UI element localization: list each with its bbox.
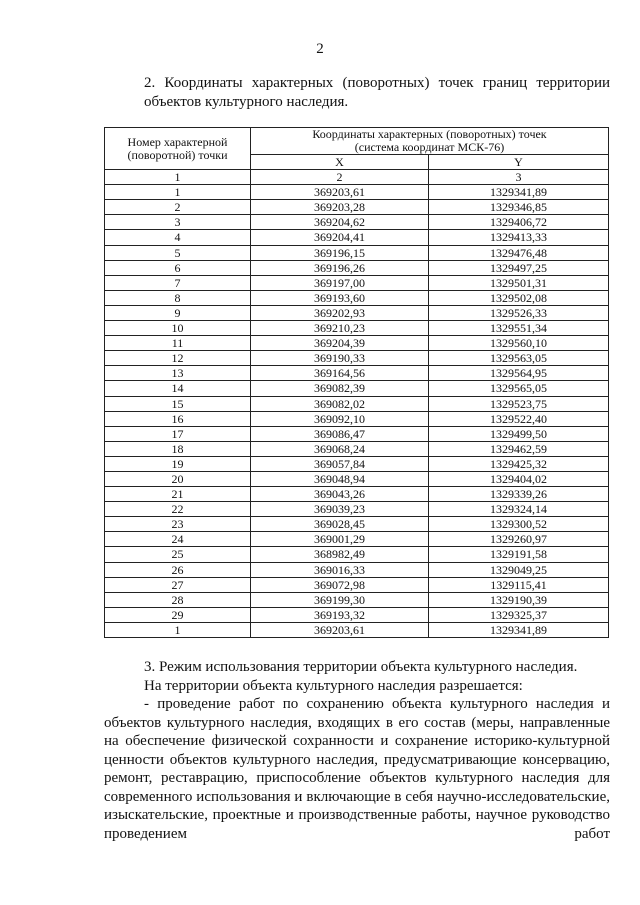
table-row bbox=[105, 305, 609, 320]
cell-y: 1329564,95 bbox=[429, 366, 609, 381]
cell-x: 369072,98 bbox=[251, 577, 429, 592]
cell-point-number: 18 bbox=[105, 441, 251, 456]
section-3-item: - проведение работ по сохранению объекта культурного наследия и объектов культурного наследия, входящих в его состав (меры, направленные на обеспечение физической сохранности и сохранение историко-культурной ценности объектов культурного наследия, предусматривающие консервацию, ремонт, реставрацию, приспособление объектов культурного наследия для современного использования и включающие в себя научно-исследовательские, изыскательские, проектные и производственные работы, научное руководство проведением работ bbox=[104, 696, 610, 842]
table-row bbox=[105, 502, 609, 517]
table-row bbox=[105, 622, 609, 637]
table-row bbox=[105, 230, 609, 245]
section-2-heading bbox=[104, 74, 610, 112]
table-row bbox=[105, 185, 609, 200]
header-num-2: 2 bbox=[251, 170, 429, 185]
cell-x: 369057,84 bbox=[251, 456, 429, 471]
cell-point-number: 11 bbox=[105, 336, 251, 351]
cell-x: 369001,29 bbox=[251, 532, 429, 547]
cell-x: 369193,60 bbox=[251, 290, 429, 305]
cell-x: 369082,39 bbox=[251, 381, 429, 396]
table-row bbox=[105, 215, 609, 230]
table-row bbox=[105, 592, 609, 607]
cell-point-number: 5 bbox=[105, 245, 251, 260]
table-row bbox=[105, 321, 609, 336]
table-row bbox=[105, 471, 609, 486]
cell-point-number: 21 bbox=[105, 487, 251, 502]
cell-point-number: 29 bbox=[105, 607, 251, 622]
table-row bbox=[105, 577, 609, 592]
cell-y: 1329191,58 bbox=[429, 547, 609, 562]
table-header bbox=[105, 128, 609, 185]
header-coords bbox=[251, 128, 609, 155]
cell-y: 1329115,41 bbox=[429, 577, 609, 592]
cell-y: 1329501,31 bbox=[429, 275, 609, 290]
cell-y: 1329425,32 bbox=[429, 456, 609, 471]
cell-x: 369203,28 bbox=[251, 200, 429, 215]
header-coords-title: Координаты характерных (поворотных) точек bbox=[312, 127, 547, 141]
table-row bbox=[105, 487, 609, 502]
section-3-heading: 3. Режим использования территории объекта культурного наследия. bbox=[144, 659, 578, 675]
table-row bbox=[105, 517, 609, 532]
cell-point-number: 1 bbox=[105, 622, 251, 637]
cell-point-number: 13 bbox=[105, 366, 251, 381]
section-2-text: 2. Координаты характерных (поворотных) точек границ территории объектов культурного наследия. bbox=[144, 75, 610, 110]
table-row bbox=[105, 275, 609, 290]
header-x: X bbox=[251, 155, 429, 170]
table-row bbox=[105, 200, 609, 215]
cell-x: 369043,26 bbox=[251, 487, 429, 502]
cell-point-number: 2 bbox=[105, 200, 251, 215]
cell-x: 369086,47 bbox=[251, 426, 429, 441]
cell-point-number: 9 bbox=[105, 305, 251, 320]
table-row bbox=[105, 411, 609, 426]
cell-x: 369164,56 bbox=[251, 366, 429, 381]
cell-y: 1329523,75 bbox=[429, 396, 609, 411]
cell-y: 1329476,48 bbox=[429, 245, 609, 260]
cell-x: 369048,94 bbox=[251, 471, 429, 486]
cell-point-number: 7 bbox=[105, 275, 251, 290]
table-row bbox=[105, 260, 609, 275]
cell-point-number: 4 bbox=[105, 230, 251, 245]
cell-y: 1329522,40 bbox=[429, 411, 609, 426]
cell-point-number: 17 bbox=[105, 426, 251, 441]
coordinates-table bbox=[104, 127, 609, 638]
cell-y: 1329325,37 bbox=[429, 607, 609, 622]
cell-point-number: 16 bbox=[105, 411, 251, 426]
cell-point-number: 25 bbox=[105, 547, 251, 562]
table-row bbox=[105, 456, 609, 471]
cell-y: 1329551,34 bbox=[429, 321, 609, 336]
table-row bbox=[105, 290, 609, 305]
header-num-3: 3 bbox=[429, 170, 609, 185]
cell-point-number: 23 bbox=[105, 517, 251, 532]
cell-point-number: 15 bbox=[105, 396, 251, 411]
table-row bbox=[105, 366, 609, 381]
cell-x: 369204,62 bbox=[251, 215, 429, 230]
table-row bbox=[105, 532, 609, 547]
page-number: 2 bbox=[316, 41, 324, 57]
table-row bbox=[105, 396, 609, 411]
table-row bbox=[105, 441, 609, 456]
cell-y: 1329339,26 bbox=[429, 487, 609, 502]
cell-x: 368982,49 bbox=[251, 547, 429, 562]
cell-x: 369193,32 bbox=[251, 607, 429, 622]
cell-point-number: 22 bbox=[105, 502, 251, 517]
table-row bbox=[105, 547, 609, 562]
cell-x: 369203,61 bbox=[251, 185, 429, 200]
cell-y: 1329565,05 bbox=[429, 381, 609, 396]
cell-y: 1329190,39 bbox=[429, 592, 609, 607]
cell-y: 1329324,14 bbox=[429, 502, 609, 517]
cell-y: 1329526,33 bbox=[429, 305, 609, 320]
header-point-number: Номер характерной (поворотной) точки bbox=[105, 128, 251, 170]
cell-point-number: 27 bbox=[105, 577, 251, 592]
cell-y: 1329499,50 bbox=[429, 426, 609, 441]
cell-point-number: 19 bbox=[105, 456, 251, 471]
cell-y: 1329346,85 bbox=[429, 200, 609, 215]
cell-x: 369210,23 bbox=[251, 321, 429, 336]
cell-y: 1329341,89 bbox=[429, 622, 609, 637]
cell-point-number: 28 bbox=[105, 592, 251, 607]
cell-point-number: 24 bbox=[105, 532, 251, 547]
cell-x: 369190,33 bbox=[251, 351, 429, 366]
cell-x: 369199,30 bbox=[251, 592, 429, 607]
cell-y: 1329049,25 bbox=[429, 562, 609, 577]
section-3-intro: На территории объекта культурного наследия разрешается: bbox=[144, 677, 523, 694]
cell-point-number: 12 bbox=[105, 351, 251, 366]
cell-x: 369068,24 bbox=[251, 441, 429, 456]
table-row bbox=[105, 562, 609, 577]
cell-x: 369196,26 bbox=[251, 260, 429, 275]
table-row bbox=[105, 426, 609, 441]
cell-point-number: 1 bbox=[105, 185, 251, 200]
cell-x: 369028,45 bbox=[251, 517, 429, 532]
cell-y: 1329341,89 bbox=[429, 185, 609, 200]
cell-y: 1329300,52 bbox=[429, 517, 609, 532]
cell-x: 369204,41 bbox=[251, 230, 429, 245]
cell-x: 369202,93 bbox=[251, 305, 429, 320]
table-row bbox=[105, 607, 609, 622]
cell-x: 369092,10 bbox=[251, 411, 429, 426]
header-num-1: 1 bbox=[105, 170, 251, 185]
cell-y: 1329497,25 bbox=[429, 260, 609, 275]
cell-y: 1329406,72 bbox=[429, 215, 609, 230]
cell-y: 1329502,08 bbox=[429, 290, 609, 305]
cell-point-number: 6 bbox=[105, 260, 251, 275]
table-row bbox=[105, 245, 609, 260]
table-row bbox=[105, 351, 609, 366]
cell-point-number: 8 bbox=[105, 290, 251, 305]
cell-point-number: 14 bbox=[105, 381, 251, 396]
cell-y: 1329404,02 bbox=[429, 471, 609, 486]
cell-x: 369082,02 bbox=[251, 396, 429, 411]
cell-x: 369197,00 bbox=[251, 275, 429, 290]
cell-point-number: 20 bbox=[105, 471, 251, 486]
cell-y: 1329462,59 bbox=[429, 441, 609, 456]
header-coords-system: (система координат МСК-76) bbox=[354, 140, 505, 154]
cell-x: 369203,61 bbox=[251, 622, 429, 637]
table-row bbox=[105, 381, 609, 396]
cell-x: 369016,33 bbox=[251, 562, 429, 577]
cell-x: 369204,39 bbox=[251, 336, 429, 351]
cell-point-number: 26 bbox=[105, 562, 251, 577]
table-body bbox=[105, 185, 609, 638]
header-y: Y bbox=[429, 155, 609, 170]
section-3 bbox=[104, 658, 610, 843]
cell-y: 1329260,97 bbox=[429, 532, 609, 547]
cell-point-number: 3 bbox=[105, 215, 251, 230]
cell-y: 1329413,33 bbox=[429, 230, 609, 245]
table-row bbox=[105, 336, 609, 351]
cell-x: 369196,15 bbox=[251, 245, 429, 260]
cell-y: 1329560,10 bbox=[429, 336, 609, 351]
cell-y: 1329563,05 bbox=[429, 351, 609, 366]
cell-x: 369039,23 bbox=[251, 502, 429, 517]
cell-point-number: 10 bbox=[105, 321, 251, 336]
